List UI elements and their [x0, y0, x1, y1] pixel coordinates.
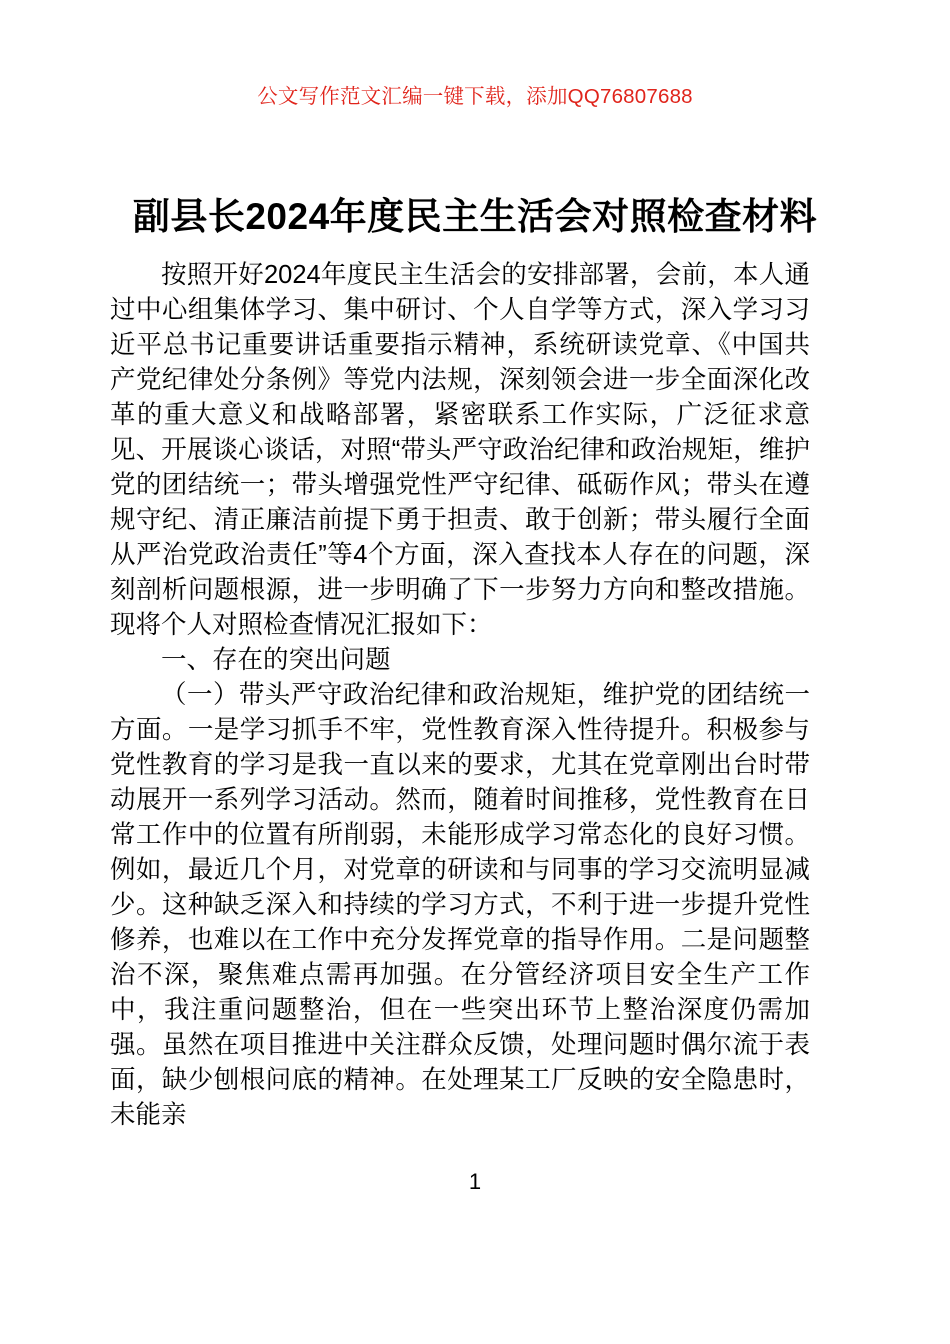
page-number: 1 [468, 1169, 482, 1194]
paragraph-section-1-1: （一）带头严守政治纪律和政治规矩，维护党的团结统一方面。一是学习抓手不牢，党性教育深入性待提升。积极参与党性教育的学习是我一直以来的要求，尤其在党章刚出台时带动展开一系列学习活动。然而，随着时间推移，党性教育在日常工作中的位置有所削弱，未能形成学习常态化的良好习惯。例如，最近几个月，对党章的研读和与同事的学习交流明显减少。这种缺乏深入和持续的学习方式，不利于进一步提升党性修养，也难以在工作中充分发挥党章的指导作用。二是问题整治不深，聚焦难点需再加强。在分管经济项目安全生产工作中，我注重问题整治，但在一些突出环节上整治深度仍需加强。虽然在项目推进中关注群众反馈，处理问题时偶尔流于表面，缺少刨根问底的精神。在处理某工厂反映的安全隐患时，未能亲 [110, 681, 810, 1129]
section-heading-1: 一、存在的突出问题 [161, 646, 391, 674]
promo-header-text: 公文写作范文汇编一键下载，添加QQ76807688 [257, 85, 693, 108]
page-title: 副县长2024年度民主生活会对照检查材料 [132, 195, 818, 237]
document-body [110, 258, 810, 1133]
paragraph-intro: 按照开好2024年度民主生活会的安排部署，会前，本人通过中心组集体学习、集中研讨、个人自学等方式，深入学习习近平总书记重要讲话重要指示精神，系统研读党章、《中国共产党纪律处分条例》等党内法规，深刻领会进一步全面深化改革的重大意义和战略部署，紧密联系工作实际，广泛征求意见、开展谈心谈话，对照“带头严守政治纪律和政治规矩，维护党的团结统一；带头增强党性严守纪律、砥砺作风；带头在遵规守纪、清正廉洁前提下勇于担责、敢于创新；带头履行全面从严治党政治责任”等4个方面，深入查找本人存在的问题，深刻剖析问题根源，进一步明确了下一步努力方向和整改措施。现将个人对照检查情况汇报如下： [110, 261, 810, 639]
